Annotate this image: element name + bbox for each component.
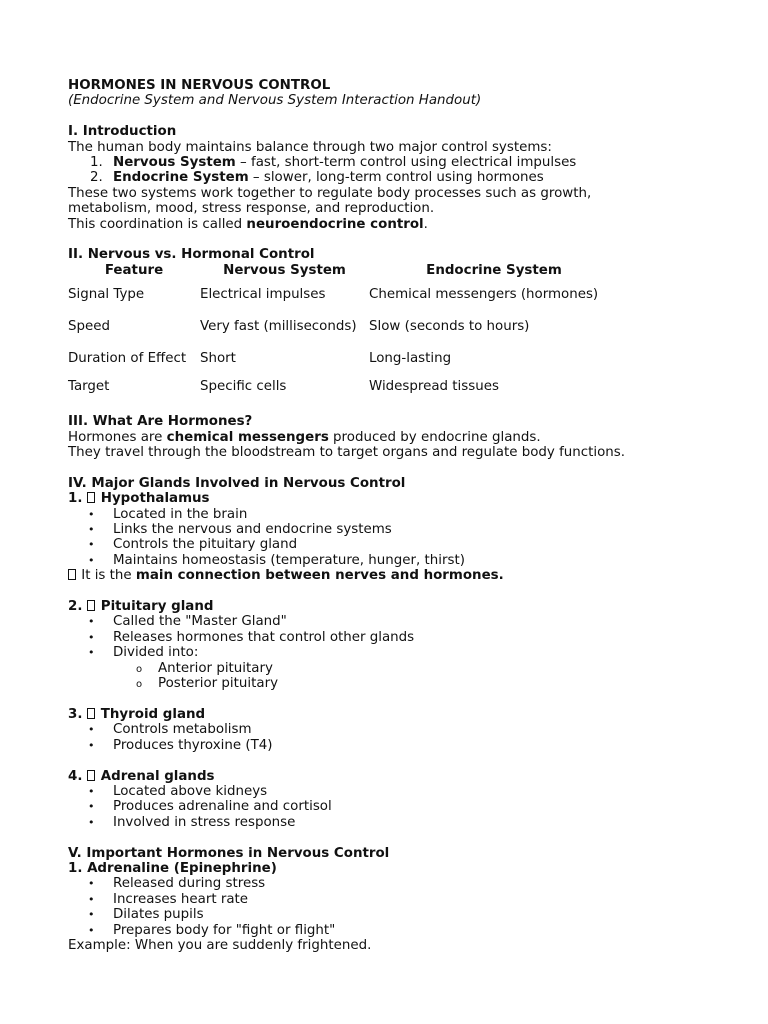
hypothalamus-list [68, 507, 748, 569]
thyroid-list [68, 722, 748, 753]
list-item: • Releases hormones that control other glands [68, 630, 748, 645]
column-header: Nervous System [223, 263, 346, 279]
list-item: • Maintains homeostasis (temperature, hunger, thirst) [68, 553, 748, 568]
list-item: o Posterior pituitary [68, 676, 748, 691]
list-item: • Controls the pituitary gland [68, 537, 748, 552]
hormones-function: They travel through the bloodstream to target organs and regulate body functions. [68, 445, 625, 461]
pituitary-sublist [68, 661, 748, 692]
missing-glyph-icon [87, 708, 95, 719]
list-item: • Located above kidneys [68, 784, 748, 799]
list-item: • Involved in stress response [68, 815, 748, 830]
list-item: • Links the nervous and endocrine systems [68, 522, 748, 537]
list-item: • Dilates pupils [68, 907, 748, 922]
term-nervous-system: Nervous System [113, 155, 236, 171]
column-header: Feature [104, 263, 164, 279]
column-header: Endocrine System [426, 263, 562, 279]
section-heading-comparison: II. Nervous vs. Hormonal Control [68, 247, 315, 263]
gland-title-thyroid: 3. Thyroid gland [68, 706, 206, 722]
missing-glyph-icon [68, 569, 76, 580]
list-item: 2. Endocrine System – slower, long-term control using hormones [90, 170, 544, 186]
missing-glyph-icon [87, 600, 95, 611]
list-item: • Called the "Master Gland" [68, 614, 748, 629]
term-endocrine-system: Endocrine System [113, 170, 249, 186]
pituitary-list [68, 614, 748, 660]
missing-glyph-icon [87, 492, 95, 503]
intro-paragraph: metabolism, mood, stress response, and reproduction. [68, 201, 435, 217]
control-systems-list [68, 155, 748, 186]
gland-title-pituitary: 2. Pituitary gland [68, 599, 214, 615]
table-row: Signal Type Electrical impulses Chemical messengers (hormones) [68, 287, 599, 303]
section-heading-what-are-hormones: III. What Are Hormones? [68, 414, 253, 430]
hormone-title-adrenaline: 1. Adrenaline (Epinephrine) [68, 860, 277, 876]
list-item: • Released during stress [68, 876, 748, 891]
document-title: HORMONES IN NERVOUS CONTROL [68, 78, 331, 93]
list-item: • Controls metabolism [68, 722, 748, 737]
intro-lead: The human body maintains balance through two major control systems: [68, 139, 552, 155]
table-header-row [68, 263, 619, 279]
hypothalamus-note: It is the main connection between nerves and hormones. [68, 568, 748, 583]
intro-coordination: This coordination is called neuroendocrine control. [68, 216, 428, 232]
list-item: • Increases heart rate [68, 892, 748, 907]
list-item: o Anterior pituitary [68, 661, 748, 676]
table-row: Target Specific cells Widespread tissues [68, 379, 499, 395]
list-item: • Located in the brain [68, 507, 748, 522]
list-item: • Produces adrenaline and cortisol [68, 799, 748, 814]
list-item: 1. Nervous System – fast, short-term control using electrical impulses [90, 155, 577, 171]
hormones-definition: Hormones are chemical messengers produced by endocrine glands. [68, 429, 541, 445]
table-row: Duration of Effect Short Long-lasting [68, 351, 452, 367]
intro-paragraph: These two systems work together to regulate body processes such as growth, [68, 185, 592, 201]
document-page [68, 78, 748, 953]
document-subtitle: (Endocrine System and Nervous System Interaction Handout) [68, 93, 482, 109]
section-heading-major-glands: IV. Major Glands Involved in Nervous Control [68, 475, 406, 491]
section-heading-important-hormones: V. Important Hormones in Nervous Control [68, 845, 390, 861]
list-item: • Divided into: [68, 645, 748, 660]
comparison-table [68, 263, 619, 399]
list-item: • Prepares body for "fight or flight" [68, 923, 748, 938]
adrenal-list [68, 784, 748, 830]
gland-title-hypothalamus: 1. Hypothalamus [68, 491, 210, 507]
missing-glyph-icon [87, 770, 95, 781]
table-row: Speed Very fast (milliseconds) Slow (seconds to hours) [68, 319, 530, 335]
adrenaline-list [68, 876, 748, 938]
section-heading-introduction: I. Introduction [68, 124, 177, 140]
gland-title-adrenal: 4. Adrenal glands [68, 768, 215, 784]
adrenaline-example: Example: When you are suddenly frightened. [68, 937, 372, 953]
list-item: • Produces thyroxine (T4) [68, 738, 748, 753]
